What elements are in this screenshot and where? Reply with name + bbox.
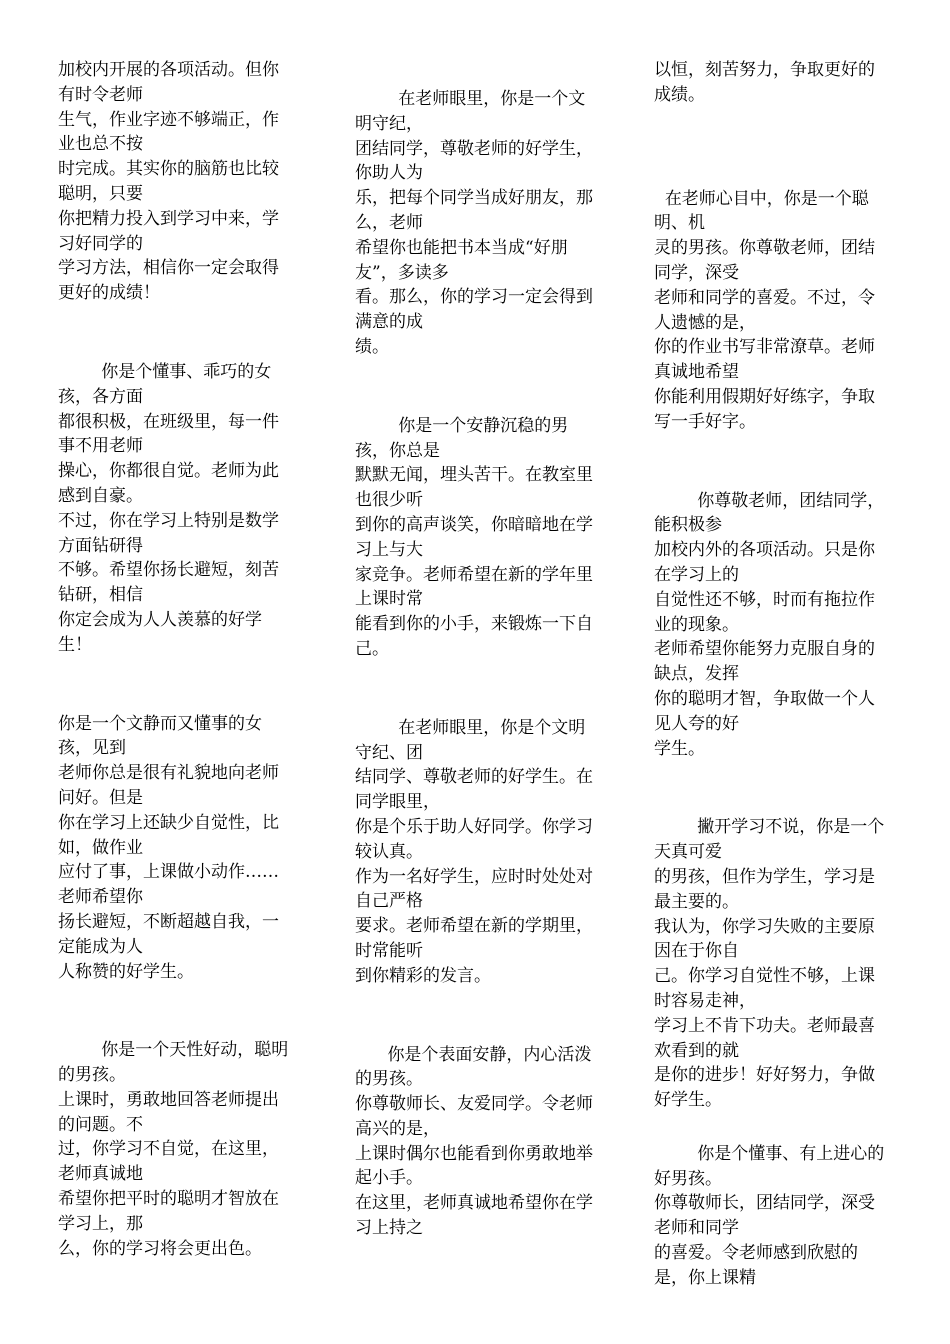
text-line: 么，你的学习将会更出色。 [58, 1238, 262, 1259]
text-line: 默默无闻，埋头苦干。在教室里也很少听 [355, 465, 593, 511]
text-line: 你是一个文静而又懂事的女孩，见到 [58, 713, 262, 759]
comment-paragraph [654, 815, 888, 1113]
text-line: 你是一个安静沉稳的男孩，你总是 [355, 415, 569, 461]
text-line: 你能利用假期好好练字，争取写一手好字。 [654, 386, 875, 432]
comment-paragraph [58, 712, 292, 985]
text-line: 过，你学习不自觉，在这里，老师真诚地 [58, 1139, 279, 1185]
text-line: 学习上不肯下功夫。老师最喜欢看到的就 [654, 1015, 875, 1061]
text-line: 你是个懂事、有上进心的好男孩。 [654, 1143, 885, 1189]
text-line: 在老师眼里，你是一个文明守纪， [355, 89, 586, 134]
text-line: 作为一名好学生，应时时处处对自己严格 [355, 866, 593, 912]
text-line: 老师和同学的喜爱。不过，令人遗憾的是， [654, 287, 875, 333]
text-line: 的男孩，但作为学生，学习是最主要的。 [654, 866, 875, 912]
comment-paragraph [654, 187, 888, 435]
comment-column-right [654, 58, 888, 1291]
text-line: 上课时，勇敢地回答老师提出的问题。不 [58, 1089, 279, 1135]
text-line: 灵的男孩。你尊敬老师，团结同学，深受 [654, 238, 875, 283]
text-line: 老师你总是很有礼貌地向老师问好。但是 [58, 763, 279, 808]
text-line: 看。那么，你的学习一定会得到满意的成 [355, 287, 593, 333]
text-line: 结同学、尊敬老师的好学生。在同学眼里， [355, 767, 593, 813]
text-line: 到你的高声谈笑，你暗暗地在学习上与大 [355, 514, 593, 560]
text-line: 你的作业书写非常潦草。老师真诚地希望 [654, 337, 875, 383]
text-line: 要求。老师希望在新的学期里，时常能听 [355, 916, 593, 961]
text-line: 上课时偶尔也能看到你勇敢地举起小手。 [355, 1143, 593, 1189]
comment-paragraph [58, 1038, 292, 1261]
comment-paragraph [355, 87, 595, 360]
text-line: 以恒，刻苦努力，争取更好的成绩。 [654, 60, 875, 105]
text-line: 应付了事，上课做小动作……老师希望你 [58, 862, 279, 908]
text-line: 操心，你都很自觉。老师为此感到自豪。 [58, 461, 279, 506]
text-line: 扬长避短，不断超越自我，一定能成为人 [58, 911, 279, 957]
comment-paragraph [58, 360, 292, 658]
comment-paragraph [355, 414, 595, 662]
text-line: 你定会成为人人羡慕的好学生！ [58, 609, 262, 655]
text-line: 绩。 [355, 336, 389, 357]
text-line: 乐，把每个同学当成好朋友，那么，老师 [355, 188, 593, 233]
text-line: 都很积极，在班级里，每一件事不用老师 [58, 411, 279, 457]
text-line: 你尊敬师长、友爱同学。令老师高兴的是， [355, 1094, 593, 1139]
comment-paragraph [355, 1043, 595, 1241]
text-line: 你尊敬老师，团结同学，能积极参 [654, 490, 885, 536]
text-line: 你是个乐于助人好同学。你学习较认真。 [355, 816, 593, 862]
comment-paragraph [654, 1142, 888, 1291]
text-line: 不过，你在学习上特别是数学方面钻研得 [58, 510, 279, 556]
text-line: 学习方法，相信你一定会取得更好的成绩！ [58, 258, 279, 304]
text-line: 家竞争。老师希望在新的学年里上课时常 [355, 564, 593, 610]
text-line: 你把精力投入到学习中来，学习好同学的 [58, 208, 279, 254]
comment-paragraph [654, 489, 888, 762]
text-line: 在老师眼里，你是个文明守纪、团 [355, 717, 586, 763]
text-line: 不够。希望你扬长避短，刻苦钻研，相信 [58, 560, 279, 606]
comment-paragraph [654, 58, 888, 108]
text-line: 你的聪明才智，争取做一个人见人夸的好 [654, 688, 875, 734]
text-line: 你在学习上还缺少自觉性，比如，做作业 [58, 812, 279, 858]
text-line: 生气，作业字迹不够端正，作业也总不按 [58, 109, 279, 155]
text-line: 人称赞的好学生。 [58, 961, 194, 982]
text-line: 团结同学，尊敬老师的好学生，你助人为 [355, 138, 593, 184]
text-line: 是你的进步！好好努力，争做好学生。 [654, 1065, 875, 1111]
text-line: 的喜爱。令老师感到欣慰的是，你上课精 [654, 1243, 858, 1288]
text-line: 老师希望你能努力克服自身的缺点，发挥 [654, 639, 875, 685]
text-line: 加校内开展的各项活动。但你有时令老师 [58, 60, 279, 105]
text-line: 在这里，老师真诚地希望你在学习上持之 [355, 1193, 593, 1239]
text-line: 撇开学习不说，你是一个天真可爱 [654, 817, 885, 863]
text-line: 你是一个天性好动，聪明的男孩。 [58, 1040, 289, 1086]
text-line: 学生。 [654, 738, 705, 759]
comment-column-left [58, 58, 292, 1261]
text-line: 我认为，你学习失败的主要原因在于你自 [654, 916, 875, 962]
comment-paragraph [355, 716, 595, 989]
text-line: 希望你也能把书本当成“好朋友”，多读多 [355, 237, 568, 283]
text-line: 自觉性还不够，时而有拖拉作业的现象。 [654, 589, 875, 635]
text-line: 己。你学习自觉性不够，上课时容易走神， [654, 966, 875, 1011]
text-line: 你尊敬师长，团结同学，深受老师和同学 [654, 1193, 875, 1239]
text-line: 你是个懂事、乖巧的女孩，各方面 [58, 361, 272, 407]
text-line: 时完成。其实你的脑筋也比较聪明，只要 [58, 159, 279, 204]
text-line: 希望你把平时的聪明才智放在学习上，那 [58, 1189, 279, 1234]
comment-paragraph [58, 58, 292, 306]
comment-column-middle [355, 87, 595, 1241]
text-line: 能看到你的小手，来锻炼一下自己。 [355, 614, 593, 659]
text-line: 到你精彩的发言。 [355, 965, 491, 986]
text-line: 加校内外的各项活动。只是你在学习上的 [654, 540, 875, 585]
text-line: 在老师心目中，你是一个聪明、机 [654, 188, 869, 234]
text-line: 你是个表面安静，内心活泼的男孩。 [355, 1044, 592, 1090]
